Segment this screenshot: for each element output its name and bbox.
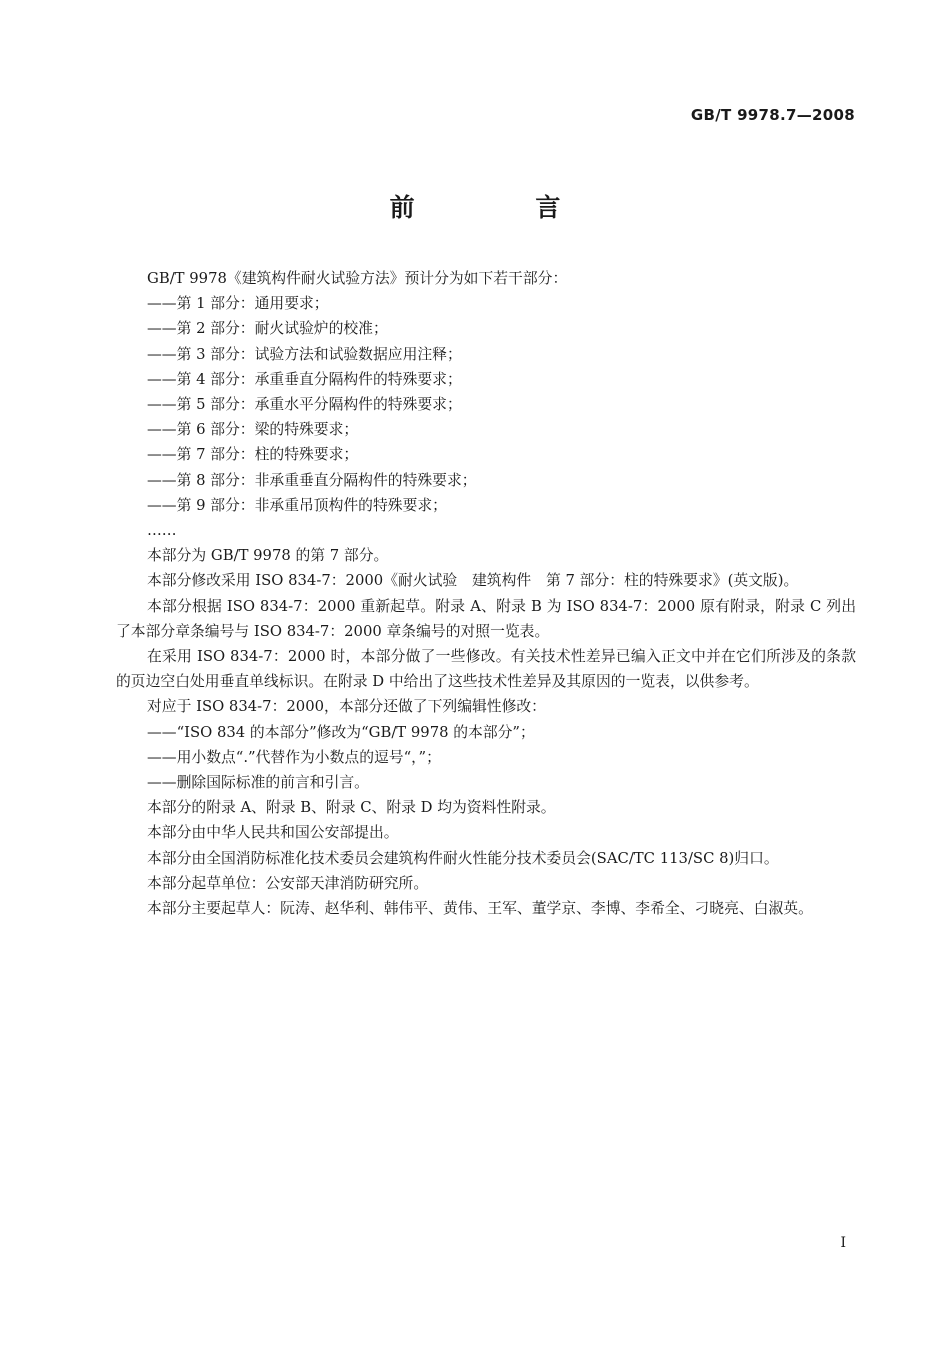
edit-item: ——“ISO 834 的本部分”修改为“GB/T 9978 的本部分”； (147, 723, 535, 741)
edit-item: ——用小数点“.”代替作为小数点的逗号“，”； (147, 748, 441, 766)
part-item: ——第 3 部分：试验方法和试验数据应用注释； (147, 345, 462, 363)
paragraph: 本部分修改采用 ISO 834-7：2000《耐火试验 建筑构件 第 7 部分：柱的特殊要求》(英文版)。 (147, 572, 799, 590)
part-item: ——第 9 部分：非承重吊顶构件的特殊要求； (147, 496, 447, 514)
part-item: ——第 7 部分：柱的特殊要求； (147, 446, 359, 464)
edit-item: ——删除国际标准的前言和引言。 (147, 774, 369, 792)
part-item: ——第 6 部分：梁的特殊要求； (147, 421, 359, 439)
part-item: ——第 4 部分：承重垂直分隔构件的特殊要求； (147, 370, 462, 388)
part-item: ——第 5 部分：承重水平分隔构件的特殊要求； (147, 396, 462, 414)
part-item: ——第 2 部分：耐火试验炉的校准； (147, 320, 388, 338)
document-code: GB/T 9978.7—2008 (690, 106, 855, 124)
ellipsis: …… (147, 522, 177, 540)
paragraph: 本部分主要起草人：阮涛、赵华利、韩伟平、黄伟、王军、董学京、李博、李希全、刁晓亮、白淑英。 (147, 900, 813, 918)
page-number: I (840, 1235, 846, 1251)
paragraph: 本部分由全国消防标准化技术委员会建筑构件耐火性能分技术委员会(SAC/TC 113/SC 8)归口。 (147, 849, 779, 867)
paragraph: 本部分起草单位：公安部天津消防研究所。 (147, 874, 429, 892)
paragraph: 本部分的附录 A、附录 B、附录 C、附录 D 均为资料性附录。 (147, 799, 556, 817)
paragraph: 本部分由中华人民共和国公安部提出。 (147, 824, 399, 842)
paragraph: 本部分根据 ISO 834-7：2000 重新起草。附录 A、附录 B 为 ISO 834-7：2000 原有附录，附录 C 列出了本部分章条编号与 ISO 834-7：2000 章条编号的对照一览表。 (116, 597, 856, 640)
part-item: ——第 1 部分：通用要求； (147, 295, 329, 313)
paragraph: 本部分为 GB/T 9978 的第 7 部分。 (147, 547, 389, 565)
page-title: 前 言 (389, 193, 617, 222)
part-item: ——第 8 部分：非承重垂直分隔构件的特殊要求； (147, 471, 477, 489)
paragraph: 在采用 ISO 834-7：2000 时，本部分做了一些修改。有关技术性差异已编入正文中并在它们所涉及的条款的页边空白处用垂直单线标识。在附录 D 中给出了这些技术性差异及其原因的一览表，以供参考。 (116, 648, 856, 691)
paragraph: 对应于 ISO 834-7：2000，本部分还做了下列编辑性修改： (147, 698, 546, 716)
intro-paragraph: GB/T 9978《建筑构件耐火试验方法》预计分为如下若干部分： (147, 270, 568, 287)
document-body (116, 266, 856, 921)
